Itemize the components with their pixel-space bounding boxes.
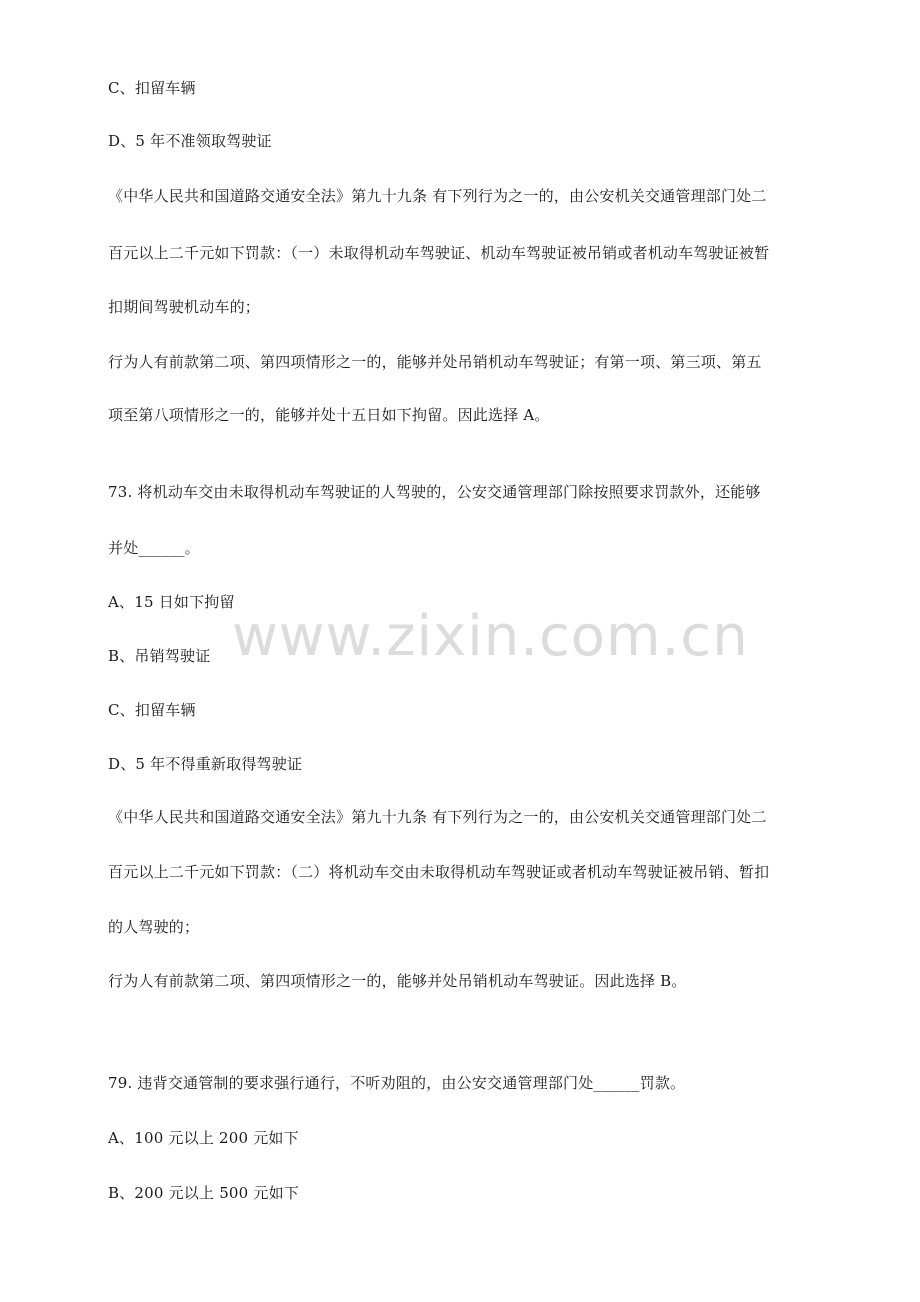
option-a-line: A、15 日如下拘留 <box>108 593 235 611</box>
explanation-line: 《中华人民共和国道路交通安全法》第九十九条 有下列行为之一的，由公安机关交通管理部门处二 <box>108 808 767 826</box>
option-c-line: C、扣留车辆 <box>108 701 196 719</box>
explanation-line: 的人驾驶的； <box>108 918 200 936</box>
explanation-line: 扣期间驾驶机动车的； <box>108 298 261 316</box>
question-73-line: 并处______。 <box>108 539 200 557</box>
question-79-line: 79. 违背交通管制的要求强行通行，不听劝阻的，由公安交通管理部门处______罚款。 <box>108 1074 686 1092</box>
watermark: www.zixin.com.cn <box>232 604 749 669</box>
explanation-line: 行为人有前款第二项、第四项情形之一的，能够并处吊销机动车驾驶证；有第一项、第三项、第五 <box>108 353 762 371</box>
option-c-line: C、扣留车辆 <box>108 79 196 97</box>
option-d-line: D、5 年不得重新取得驾驶证 <box>108 755 303 773</box>
explanation-line: 百元以上二千元如下罚款：（二）将机动车交由未取得机动车驾驶证或者机动车驾驶证被吊销、暂扣 <box>108 863 770 881</box>
option-d-line: D、5 年不准领取驾驶证 <box>108 132 272 150</box>
option-b-line: B、200 元以上 500 元如下 <box>108 1184 299 1202</box>
explanation-line: 《中华人民共和国道路交通安全法》第九十九条 有下列行为之一的，由公安机关交通管理部门处二 <box>108 187 767 205</box>
explanation-line: 百元以上二千元如下罚款：（一）未取得机动车驾驶证、机动车驾驶证被吊销或者机动车驾驶证被暂 <box>108 244 770 262</box>
explanation-line: 行为人有前款第二项、第四项情形之一的，能够并处吊销机动车驾驶证。因此选择 B。 <box>108 972 687 990</box>
option-b-line: B、吊销驾驶证 <box>108 647 211 665</box>
question-73-line: 73. 将机动车交由未取得机动车驾驶证的人驾驶的，公安交通管理部门除按照要求罚款外，还能够 <box>108 483 761 501</box>
explanation-line: 项至第八项情形之一的，能够并处十五日如下拘留。因此选择 A。 <box>108 406 550 424</box>
option-a-line: A、100 元以上 200 元如下 <box>108 1129 299 1147</box>
